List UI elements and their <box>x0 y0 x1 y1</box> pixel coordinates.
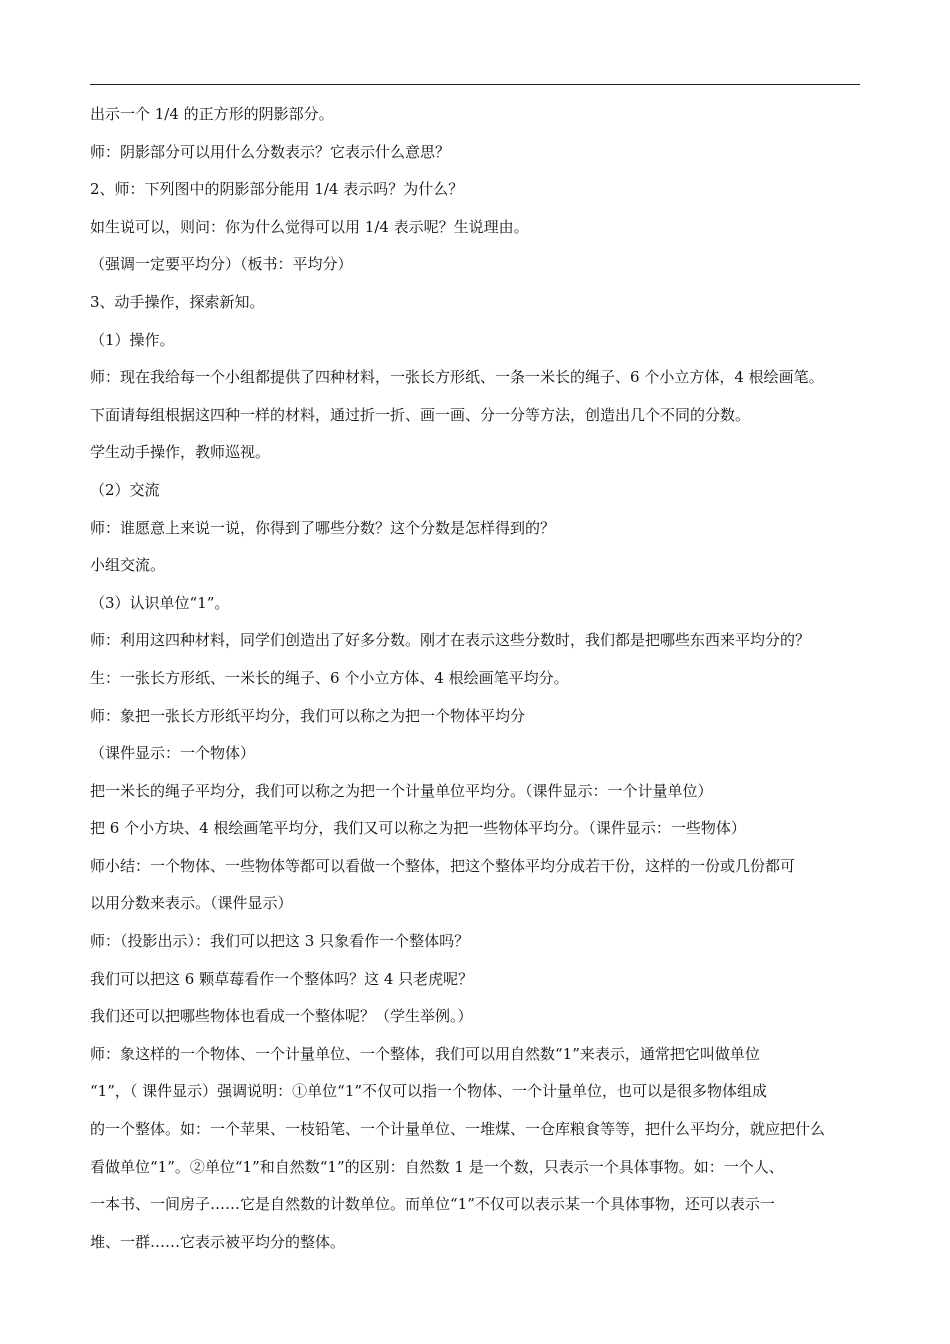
text-line-10: 学生动手操作，教师巡视。 <box>90 443 271 462</box>
text-line-12: 师：谁愿意上来说一说，你得到了哪些分数？这个分数是怎样得到的？ <box>90 518 556 537</box>
text-line-6: 3、动手操作，探索新知。 <box>90 292 265 311</box>
text-line-19: 把一米长的绳子平均分，我们可以称之为把一个计量单位平均分。（课件显示：一个计量单位） <box>90 781 713 800</box>
text-line-1: 出示一个 1/4 的正方形的阴影部分。 <box>90 105 334 123</box>
text-line-17: 师：象把一张长方形纸平均分，我们可以称之为把一个物体平均分 <box>90 706 526 725</box>
text-line-3: 2、师：下列图中的阴影部分能用 1/4 表示吗？为什么？ <box>90 180 464 199</box>
text-line-13: 小组交流。 <box>90 556 166 575</box>
text-line-26: 师：象这样的一个物体、一个计量单位、一个整体，我们可以用自然数“1”来表示，通常把它叫做单位 <box>90 1044 760 1063</box>
text-line-4: 如生说可以，则问：你为什么觉得可以用 1/4 表示呢？生说理由。 <box>90 217 529 236</box>
header-rule <box>90 84 860 85</box>
text-line-9: 下面请每组根据这四种一样的材料，通过折一折、画一画、分一分等方法，创造出几个不同的分数。 <box>90 405 751 424</box>
text-line-14: （3）认识单位“1”。 <box>90 593 230 612</box>
text-line-23: 师：（投影出示）：我们可以把这 3 只象看作一个整体吗？ <box>90 932 470 951</box>
text-line-11: （2）交流 <box>90 480 160 499</box>
text-line-8: 师：现在我给每一个小组都提供了四种材料，一张长方形纸、一条一米长的绳子、6 个小立方体，4 根绘画笔。 <box>90 368 824 387</box>
text-line-18: （课件显示：一个物体） <box>90 744 256 763</box>
text-line-30: 一本书、一间房子……它是自然数的计数单位。而单位“1”不仅可以表示某一个具体事物，还可以表示一 <box>90 1195 775 1214</box>
text-line-15: 师：利用这四种材料，同学们创造出了好多分数。刚才在表示这些分数时，我们都是把哪些东西来平均分的？ <box>90 631 811 650</box>
text-line-22: 以用分数来表示。（课件显示） <box>90 894 293 913</box>
text-line-5: （强调一定要平均分）（板书：平均分） <box>90 255 353 274</box>
text-line-31: 堆、一群……它表示被平均分的整体。 <box>90 1232 346 1251</box>
text-line-29: 看做单位“1”。②单位“1”和自然数“1”的区别：自然数 1 是一个数，只表示一个具体事物。如：一个人、 <box>90 1157 784 1176</box>
text-line-20: 把 6 个小方块、4 根绘画笔平均分，我们又可以称之为把一些物体平均分。（课件显示：一些物体） <box>90 819 746 838</box>
text-line-25: 我们还可以把哪些物体也看成一个整体呢？（学生举例。） <box>90 1007 473 1026</box>
text-line-28: 的一个整体。如：一个苹果、一枝铅笔、一个计量单位、一堆煤、一仓库粮食等等，把什么平均分，就应把什么 <box>90 1120 826 1139</box>
text-line-21: 师小结：一个物体、一些物体等都可以看做一个整体，把这个整体平均分成若干份，这样的一份或几份都可 <box>90 856 796 875</box>
text-line-7: （1）操作。 <box>90 330 175 349</box>
text-line-2: 师：阴影部分可以用什么分数表示？它表示什么意思？ <box>90 142 451 161</box>
text-line-27: “1”，（ 课件显示）强调说明：①单位“1”不仅可以指一个物体、一个计量单位，也可以是很多物体组成 <box>90 1082 768 1101</box>
text-line-24: 我们可以把这 6 颗草莓看作一个整体吗？这 4 只老虎呢？ <box>90 969 474 988</box>
document-body <box>90 96 865 1261</box>
text-line-16: 生：一张长方形纸、一米长的绳子、6 个小立方体、4 根绘画笔平均分。 <box>90 668 569 687</box>
